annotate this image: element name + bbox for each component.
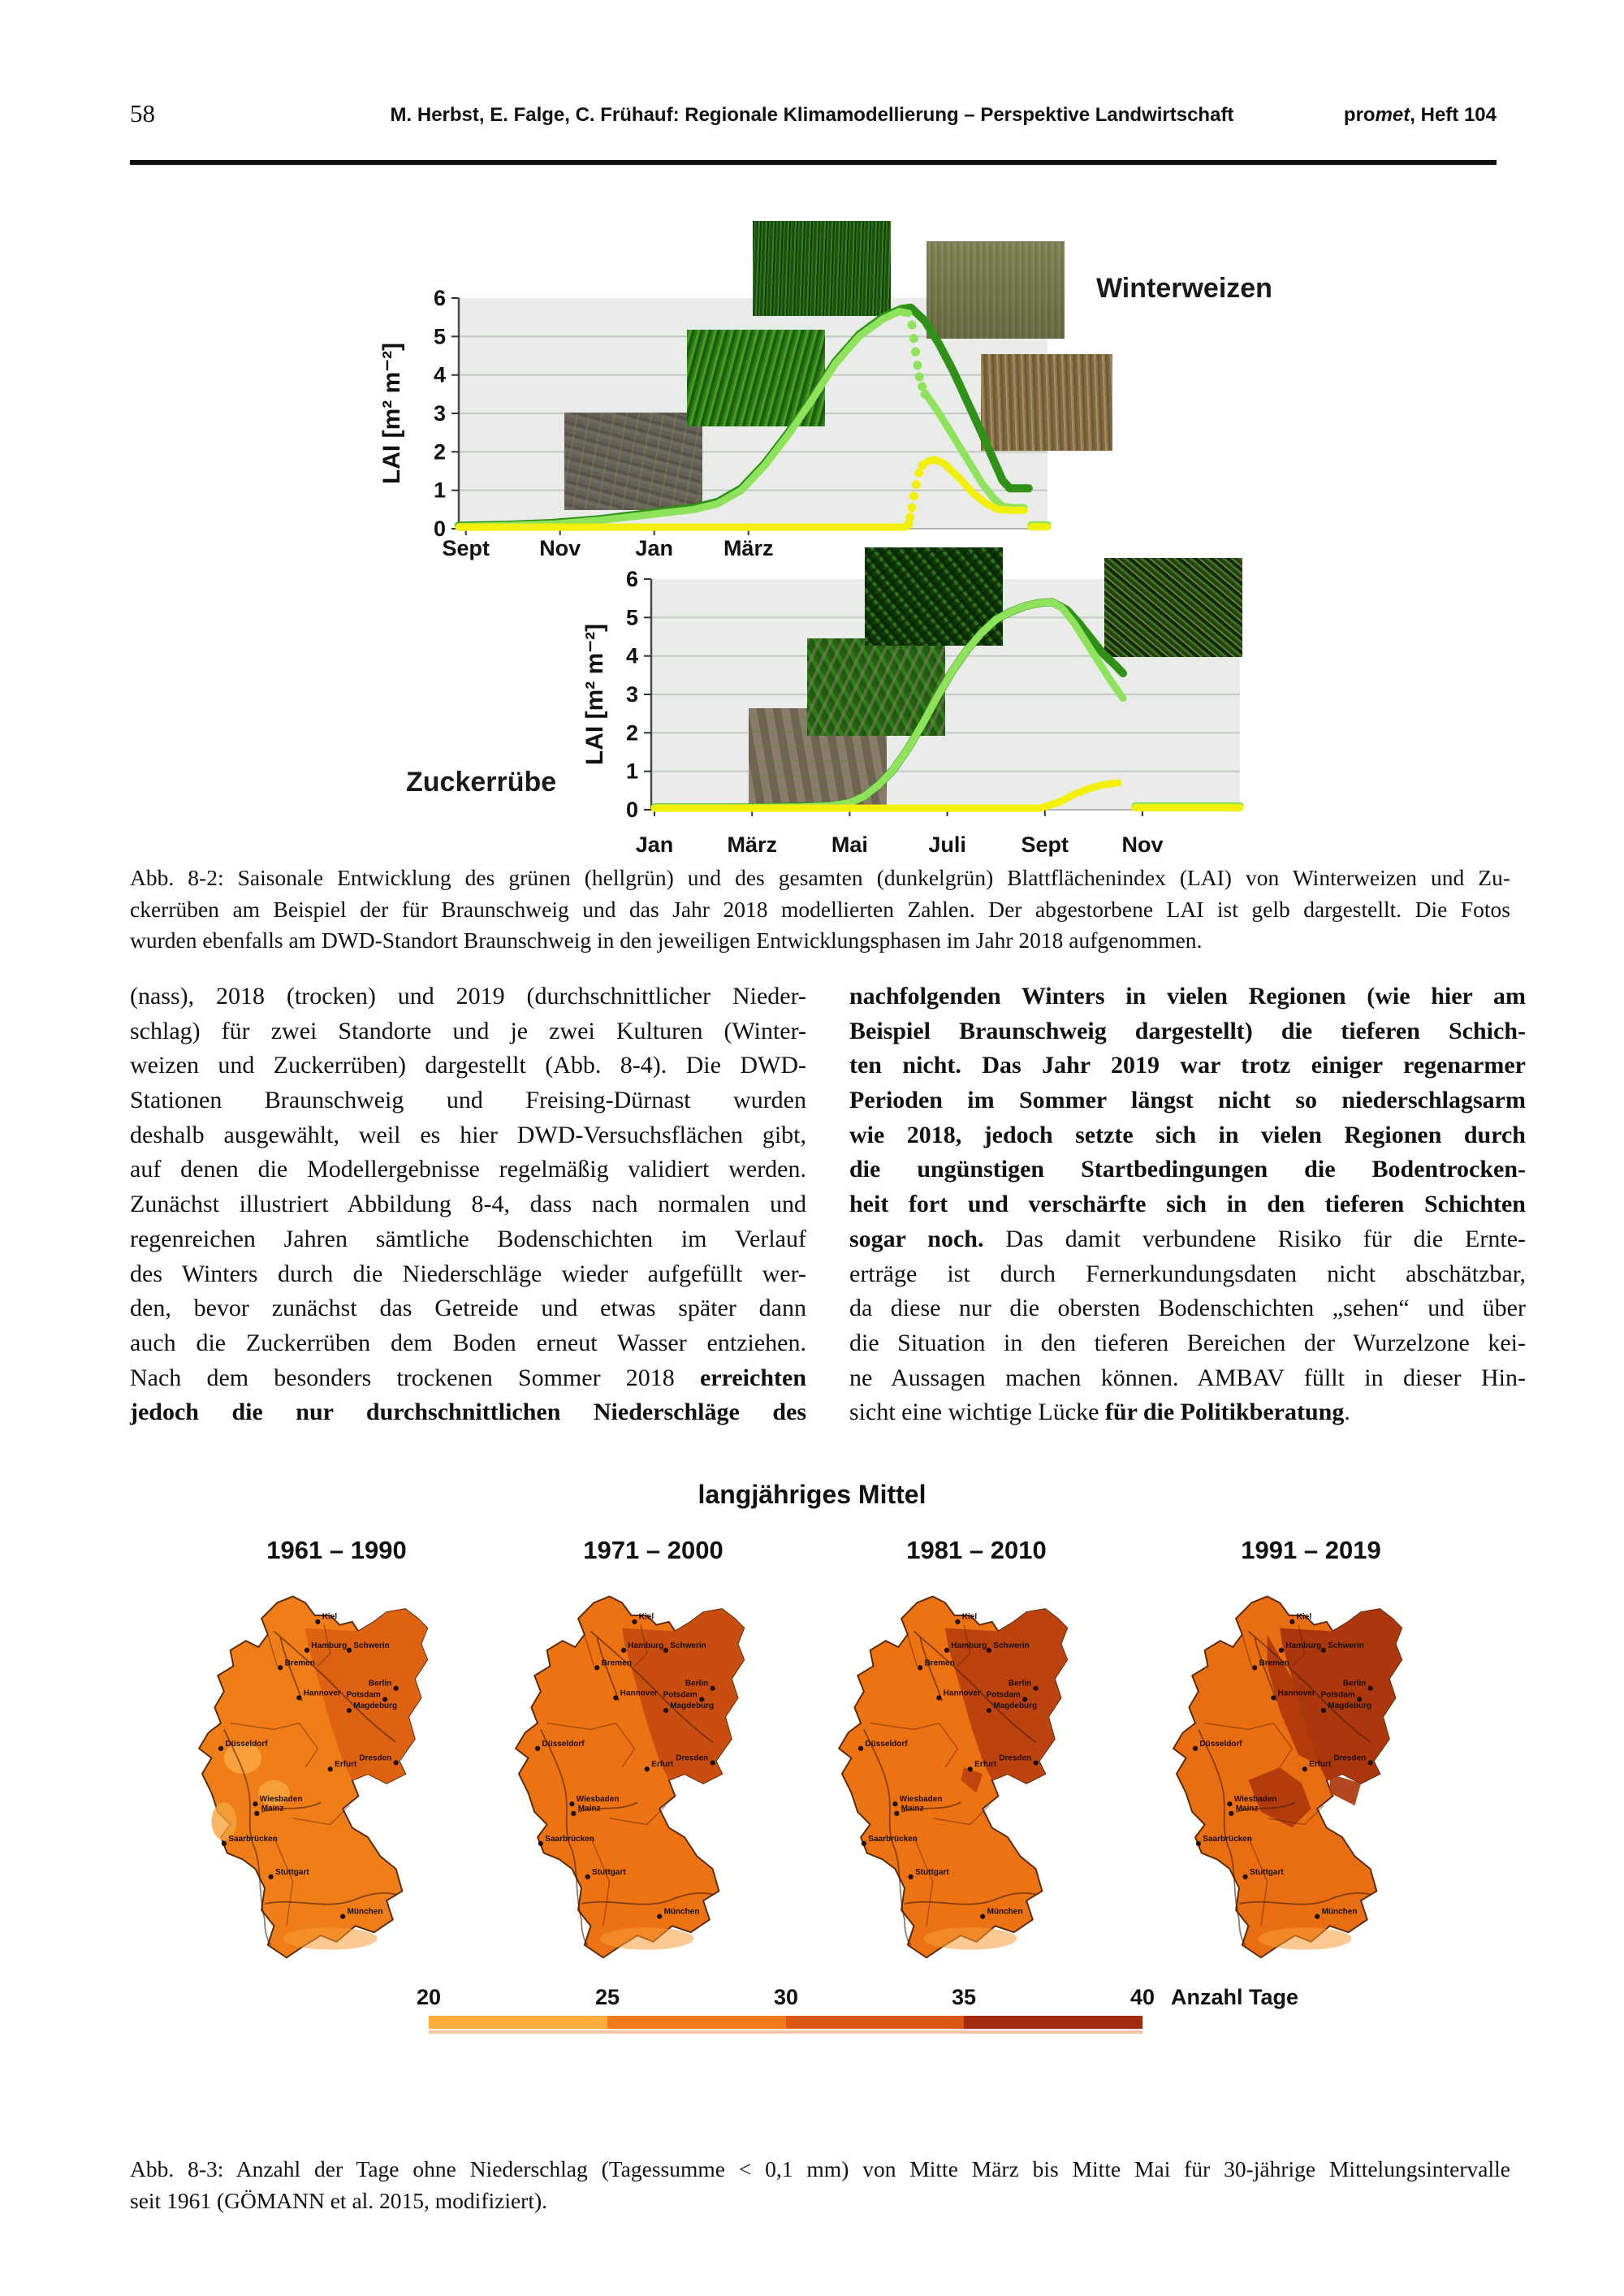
body-column-right [849,979,1526,1430]
city-dot [710,1760,715,1765]
city-label: Dresden [359,1753,392,1763]
svg-text:3: 3 [625,682,638,707]
text-line: die Situation in den tieferen Bereichen der Wurzelzone kei- [849,1329,1526,1356]
city-label: Kiel [638,1612,654,1622]
city-dot [955,1619,960,1624]
y-axis-title: LAI [m² m⁻²] [378,342,405,485]
city-label: Hamburg [1285,1641,1322,1650]
city-dot [254,1811,259,1816]
city-dot [328,1766,333,1771]
city-label: Hannover [943,1688,981,1698]
legend-tick: 30 [773,1985,799,2009]
city-dot [1193,1746,1198,1751]
text-line: des Winters durch die Niederschläge wieder aufgefüllt wer- [130,1260,806,1287]
period-label: 1991 – 2019 [1241,1536,1381,1564]
city-dot [1252,1665,1257,1670]
city-label: Saarbrücken [868,1834,918,1844]
header-rule [130,160,1497,165]
text-line: Abb. 8-3: Anzahl der Tage ohne Niederschlag (Tagessumme < 0,1 mm) von Mitte März bis Mitte Mai für 30-jährige Mittelungsintervalle [130,2156,1510,2181]
city-label: Bremen [924,1658,955,1668]
legend-segment [964,2016,1142,2029]
city-dot [918,1665,922,1670]
text-line: Zunächst illustriert Abbildung 8-4, dass nach normalen und [130,1191,806,1218]
text-line: weizen und Zuckerrüben) dargestellt (Abb. 8-4). Die DWD- [130,1052,806,1079]
city-dot [535,1746,540,1751]
city-label: Kiel [322,1612,338,1622]
city-label: Hamburg [311,1641,348,1650]
city-dot [269,1874,274,1879]
city-dot [1229,1811,1233,1816]
svg-text:3: 3 [433,401,446,426]
label-winterweizen: Winterweizen [1096,273,1272,304]
city-dot [340,1914,345,1919]
city-dot [1034,1760,1039,1765]
photo-wheat-tillering [687,330,825,426]
period-label: 1971 – 2000 [583,1536,723,1564]
city-label: München [663,1907,700,1917]
city-label: Saarbrücken [545,1834,594,1844]
maps-figure-title: langjähriges Mittel [698,1480,926,1509]
city-label: Potsdam [663,1690,698,1700]
legend-unit-label: Anzahl Tage [1171,1985,1299,2009]
city-label: Erfurt [651,1760,674,1770]
city-label: Düsseldorf [865,1739,908,1749]
city-dot [944,1648,949,1653]
city-label: Mainz [577,1804,601,1814]
city-dot [1279,1648,1284,1653]
city-label: Schwerin [1328,1641,1364,1650]
text-line: ten nicht. Das Jahr 2019 war trotz einiger regenarmer [849,1052,1526,1079]
running-head: M. Herbst, E. Falge, C. Frühauf: Regionale Klimamodellierung – Perspektive Landwirtschaft [390,104,1234,126]
city-label: Schwerin [670,1641,706,1650]
city-dot [315,1619,320,1624]
text-line: Beispiel Braunschweig dargestellt) die tieferen Schich- [849,1017,1526,1044]
city-label: Potsdam [986,1690,1021,1700]
legend-tick: 40 [1129,1985,1155,2009]
city-label: Stuttgart [592,1867,626,1877]
city-dot [968,1766,973,1771]
city-dot [1289,1619,1294,1624]
city-label: München [987,1907,1023,1917]
city-dot [1321,1708,1326,1713]
city-label: Mainz [261,1804,284,1814]
svg-text:5: 5 [625,605,638,630]
svg-text:1: 1 [625,759,638,784]
journal-name: promet, Heft 104 [1343,104,1497,126]
text-line: die ungünstigen Startbedingungen die Bodentrocken- [849,1156,1526,1183]
city-label: Berlin [368,1679,392,1688]
text-line: Perioden im Sommer längst nicht so niederschlagsarm [849,1087,1526,1114]
y-axis-title: LAI [m² m⁻²] [581,623,608,766]
city-label: Hamburg [951,1641,987,1650]
city-dot [613,1695,618,1700]
svg-text:6: 6 [625,567,638,591]
city-label: Hannover [1277,1688,1315,1698]
svg-text:2: 2 [625,720,638,746]
city-dot [1271,1695,1276,1700]
svg-text:0: 0 [625,798,638,822]
germany-map-4 [1155,1584,1467,2002]
body-column-left [130,979,806,1430]
city-dot [936,1695,941,1700]
city-label: Saarbrücken [1203,1834,1252,1844]
city-dot [569,1801,574,1806]
photo-wheat-stem-elongation [753,221,891,316]
city-label: Hannover [303,1688,341,1698]
city-dot [594,1665,599,1670]
svg-text:1: 1 [433,478,446,503]
legend-segment [607,2016,786,2029]
color-scale-underline [429,2030,1142,2034]
text-line: wurden ebenfalls am DWD-Standort Braunschweig in den jeweiligen Entwicklungsphasen im Jahr 2018 aufgenommen. [130,927,1203,953]
photo-wheat-mature [981,354,1112,451]
text-line: ne Aussagen machen können. AMBAV füllt in dieser Hin- [849,1364,1526,1391]
legend-tick: 25 [594,1985,620,2009]
city-label: Potsdam [1320,1690,1355,1700]
city-dot [222,1841,227,1846]
text-line: auch die Zuckerrüben dem Boden erneut Wasser entziehen. [130,1329,806,1356]
svg-text:4: 4 [433,362,446,387]
city-label: Düsseldorf [225,1739,268,1749]
city-label: Wiesbaden [259,1794,303,1805]
city-dot [632,1619,637,1624]
city-dot [987,1648,991,1653]
city-dot [538,1841,543,1846]
city-dot [1368,1686,1373,1691]
city-dot [1302,1766,1307,1771]
city-dot [1315,1914,1320,1919]
period-label: 1961 – 1990 [266,1536,407,1564]
text-line: deshalb ausgewählt, weil es hier DWD-Versuchsflächen gibt, [130,1121,806,1148]
city-label: Berlin [685,1679,709,1688]
svg-text:Sept: Sept [1021,832,1069,857]
germany-map-2 [497,1584,810,2002]
city-label: Stuttgart [275,1867,309,1877]
photo-beet-young [807,638,945,736]
text-line: Nach dem besonders trockenen Sommer 2018 erreichten [130,1364,806,1391]
city-dot [862,1841,866,1846]
svg-text:6: 6 [433,286,446,310]
city-label: Berlin [1342,1679,1367,1688]
city-label: Wiesbaden [899,1794,943,1805]
city-dot [585,1874,590,1879]
city-label: Bremen [601,1658,632,1668]
text-line: Abb. 8-2: Saisonale Entwicklung des grünen (hellgrün) und des gesamten (dunkelgrün) Blattflächenindex (LAI) von Winterweizen und Zu- [130,865,1510,890]
city-label: Stuttgart [915,1867,949,1877]
text-line: nachfolgenden Winters in vielen Regionen (wie hier am [849,983,1526,1010]
city-label: Bremen [1259,1658,1289,1668]
city-label: Düsseldorf [542,1739,585,1749]
svg-text:Jan: Jan [635,536,673,560]
svg-text:Sept: Sept [442,536,490,560]
city-label: Saarbrücken [228,1834,278,1844]
page-number: 58 [130,99,155,128]
city-label: Magdeburg [1328,1701,1372,1710]
text-line: Stationen Braunschweig und Freising-Dürnast wurden [130,1087,806,1114]
city-label: Dresden [1333,1753,1367,1763]
city-dot [1227,1801,1232,1806]
city-label: Kiel [961,1612,978,1622]
city-dot [663,1708,668,1713]
city-dot [253,1801,257,1806]
city-label: Bremen [284,1658,315,1668]
city-dot [571,1811,576,1816]
text-line: jedoch die nur durchschnittlichen Niederschläge des [130,1399,806,1426]
city-dot [710,1686,715,1691]
city-dot [347,1708,352,1713]
city-dot [394,1686,399,1691]
city-label: Berlin [1008,1679,1032,1688]
svg-text:2: 2 [433,439,446,465]
city-label: München [1321,1907,1358,1917]
text-line: auf denen die Modellergebnisse regelmäßig validiert werden. [130,1156,806,1183]
svg-text:Juli: Juli [928,832,966,857]
city-dot [296,1695,301,1700]
svg-text:0: 0 [433,517,446,541]
color-scale-bar [429,2016,1142,2029]
germany-map-1 [180,1584,493,2002]
city-label: Wiesbaden [1233,1794,1277,1805]
text-line: sicht eine wichtige Lücke für die Politikberatung. [849,1399,1350,1426]
svg-text:März: März [727,832,777,857]
germany-map-3 [820,1584,1133,2002]
city-label: Hamburg [628,1641,664,1650]
legend-segment [429,2016,607,2029]
city-label: Dresden [676,1753,709,1763]
text-line: den, bevor zunächst das Getreide und etwas später dann [130,1295,806,1322]
legend-tick: 20 [416,1985,442,2009]
city-dot [980,1914,985,1919]
text-line: wie 2018, jedoch setzte sich in vielen Regionen durch [849,1121,1526,1148]
city-label: Erfurt [335,1760,357,1770]
svg-text:Nov: Nov [1121,832,1164,857]
city-label: Magdeburg [993,1701,1038,1710]
city-label: Schwerin [993,1641,1030,1650]
city-dot [1368,1760,1373,1765]
city-label: München [347,1907,383,1917]
city-label: Mainz [901,1804,924,1814]
text-line: (nass), 2018 (trocken) und 2019 (durchschnittlicher Nieder- [130,983,806,1010]
city-label: Wiesbaden [576,1794,620,1805]
label-zuckerruebe: Zuckerrübe [406,767,557,798]
svg-text:Nov: Nov [539,536,581,560]
text-line: heit fort und verschärfte sich in den tieferen Schichten [849,1191,1526,1218]
svg-text:Jan: Jan [635,832,674,857]
city-dot [621,1648,626,1653]
text-line: regenreichen Jahren sämtliche Bodenschichten im Verlauf [130,1225,806,1252]
photo-beet-closed-canopy [865,547,1003,646]
city-dot [645,1766,650,1771]
photo-wheat-seedling-stage [564,413,702,510]
city-label: Düsseldorf [1199,1739,1242,1749]
city-label: Magdeburg [353,1701,398,1710]
svg-text:März: März [723,536,774,560]
city-dot [1243,1874,1248,1879]
city-dot [663,1648,668,1653]
svg-text:5: 5 [433,324,446,349]
city-dot [1034,1686,1039,1691]
city-label: Magdeburg [670,1701,715,1710]
text-line: erträge ist durch Fernerkundungsdaten nicht abschätzbar, [849,1260,1526,1287]
city-label: Potsdam [346,1690,381,1700]
city-label: Erfurt [974,1760,997,1770]
photo-beet-late-season [1104,558,1242,657]
city-dot [1196,1841,1201,1846]
svg-text:4: 4 [625,643,638,668]
city-dot [347,1648,352,1653]
legend-tick: 35 [951,1985,977,2009]
caption-abb-8-3 [130,2154,1510,2216]
text-line: sogar noch. Das damit verbundene Risiko für die Ernte- [849,1225,1526,1252]
city-label: Kiel [1296,1612,1312,1622]
city-dot [909,1874,914,1879]
city-dot [892,1801,897,1806]
city-dot [657,1914,662,1919]
city-dot [304,1648,309,1653]
city-dot [218,1746,223,1751]
city-label: Schwerin [353,1641,390,1650]
city-dot [1321,1648,1326,1653]
legend-segment [786,2016,965,2029]
city-dot [987,1708,991,1713]
text-line: schlag) für zwei Standorte und je zwei Kulturen (Winter- [130,1017,806,1044]
city-dot [894,1811,899,1816]
text-line: seit 1961 (GÖMANN et al. 2015, modifiziert). [130,2187,548,2213]
period-label: 1981 – 2010 [906,1536,1047,1564]
city-label: Dresden [999,1753,1032,1763]
city-label: Erfurt [1309,1760,1332,1770]
svg-text:Mai: Mai [831,832,868,857]
text-line: da diese nur die obersten Bodenschichten „sehen“ und über [849,1295,1526,1322]
text-line: ckerrüben am Beispiel der für Braunschweig und das Jahr 2018 modellierten Zahlen. Der abgestorbene LAI ist gelb dargestellt. Die Fotos [130,896,1510,922]
city-dot [858,1746,863,1751]
caption-abb-8-2 [130,863,1510,957]
city-label: Hannover [620,1688,658,1698]
photo-wheat-ripening [926,241,1065,339]
city-dot [394,1760,399,1765]
city-dot [278,1665,283,1670]
city-label: Mainz [1235,1804,1259,1814]
city-label: Stuttgart [1250,1867,1284,1877]
